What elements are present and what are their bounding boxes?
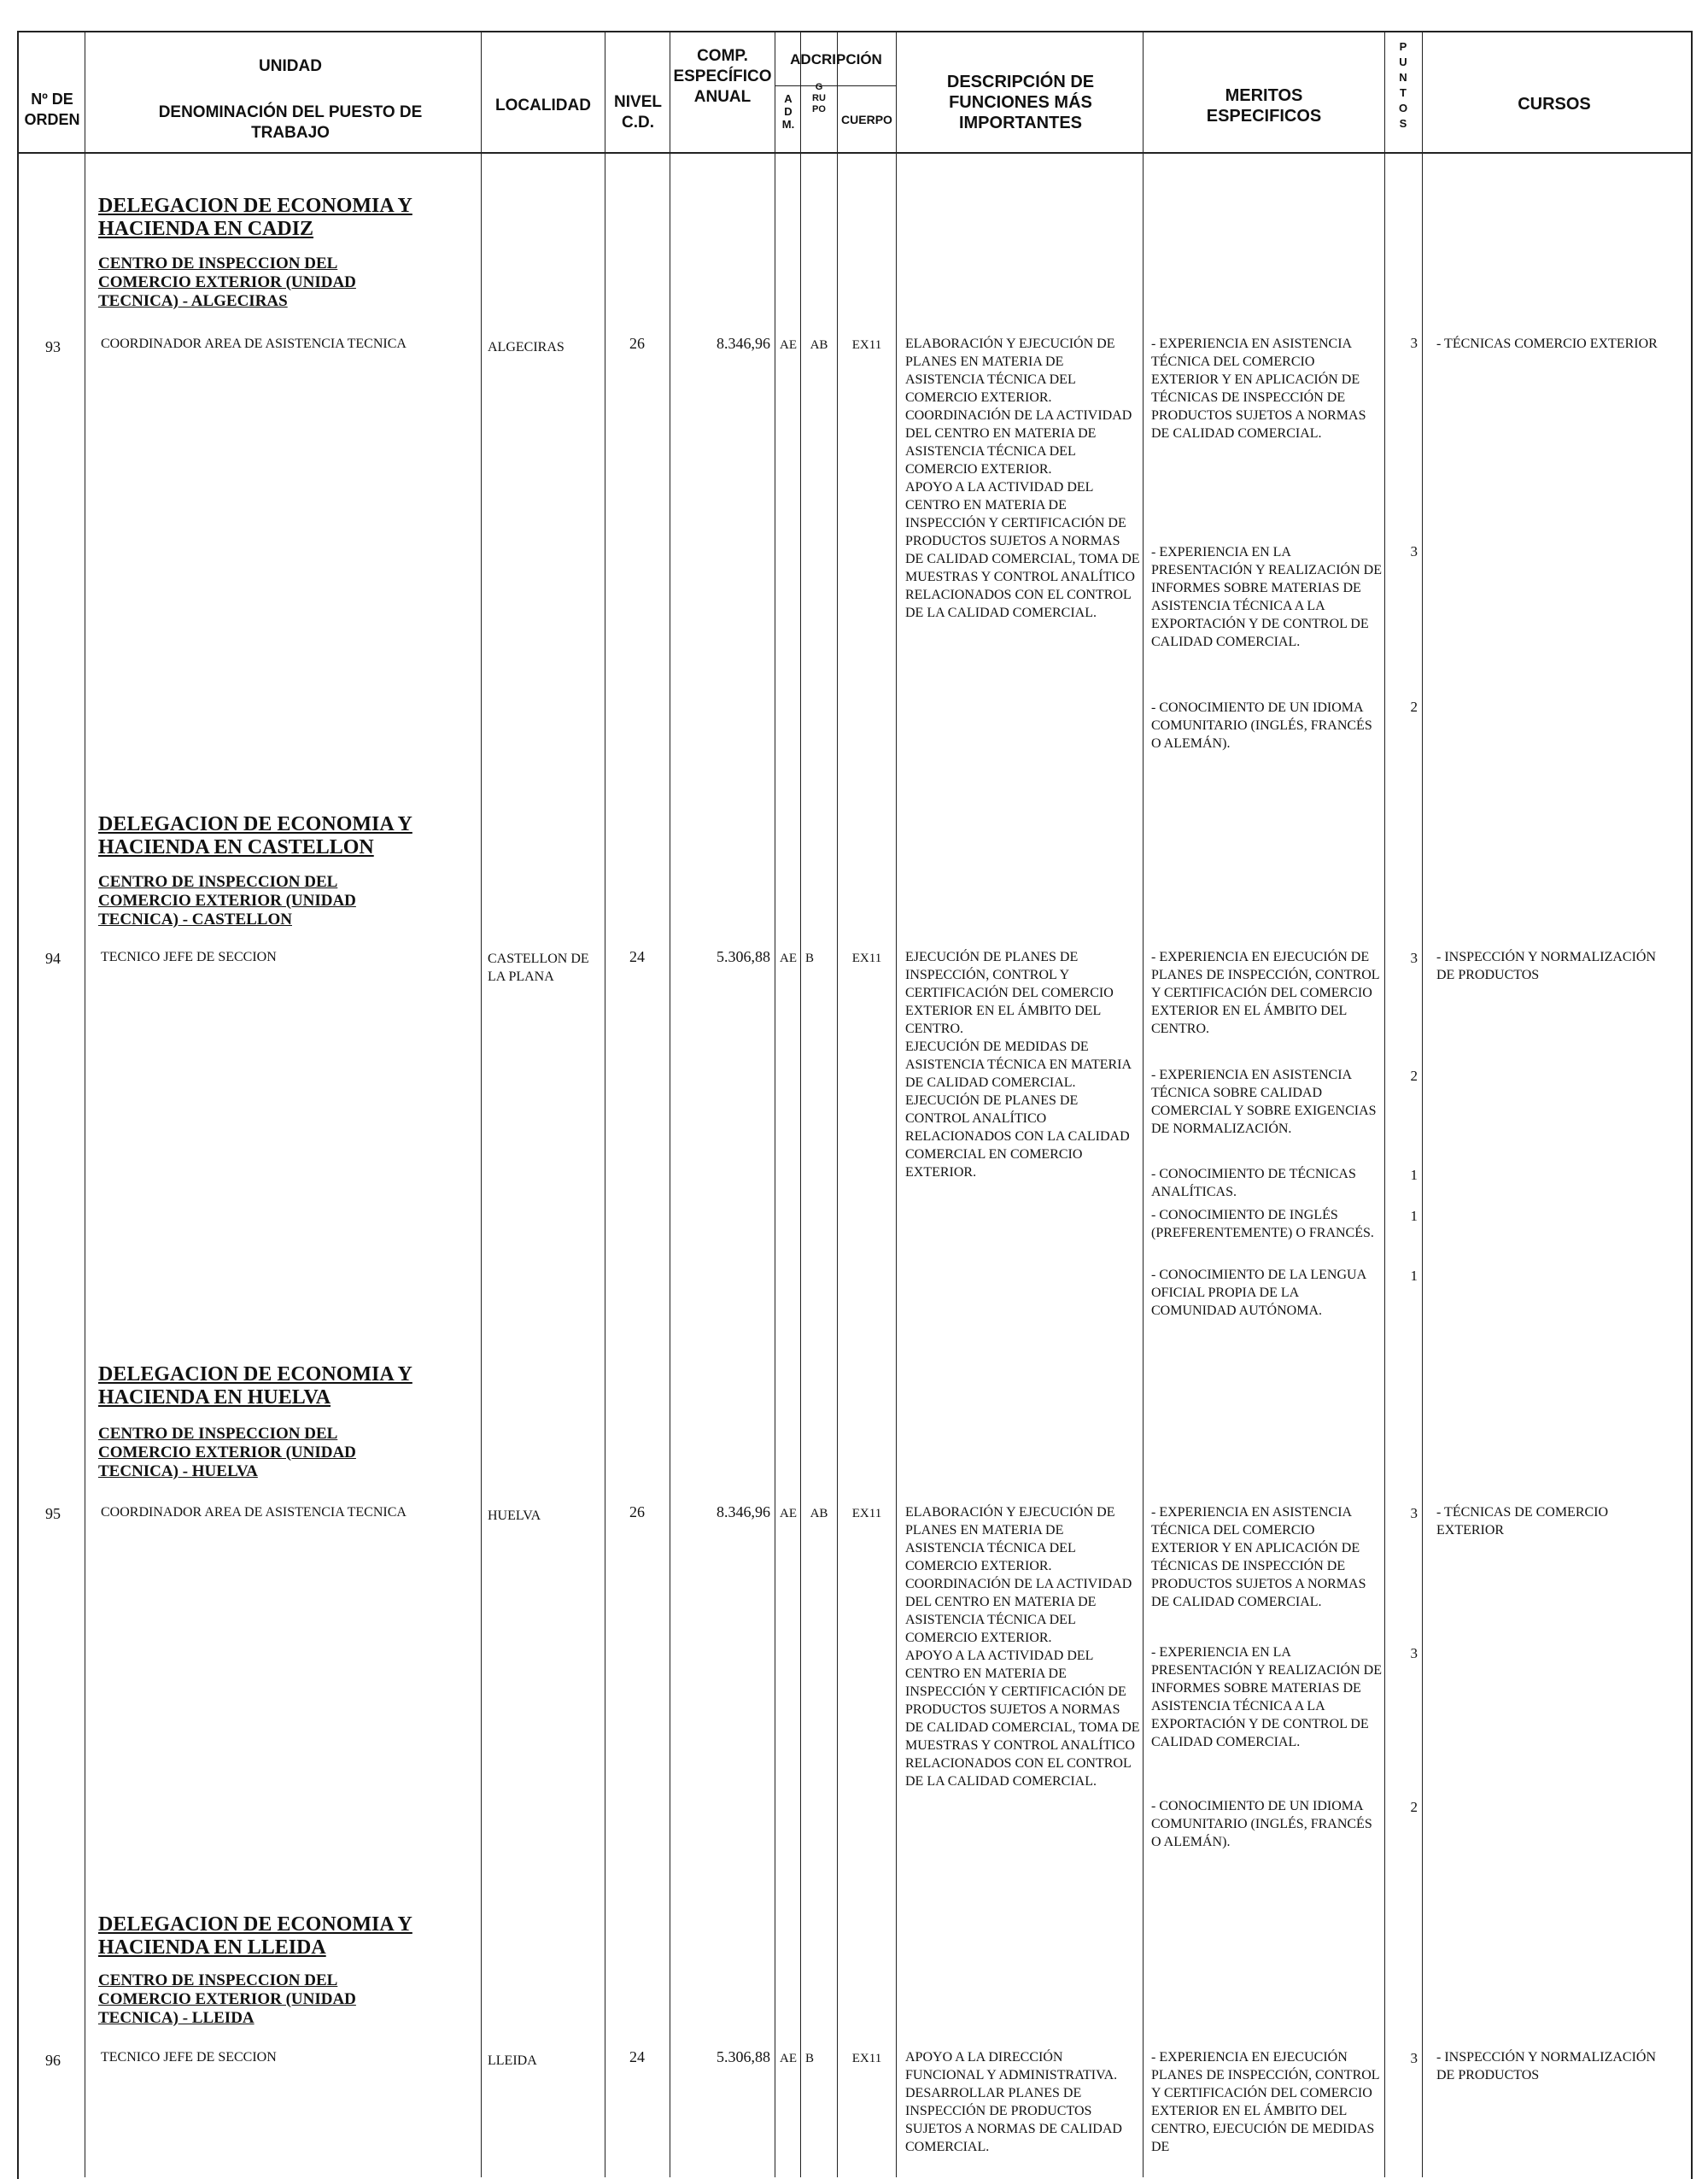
merito-puntos: 3 <box>1410 543 1418 559</box>
adm: AE <box>780 2052 797 2065</box>
orden-number: 96 <box>45 2052 61 2069</box>
localidad: CASTELLON DE LA PLANA <box>488 952 589 984</box>
merito-item: - EXPERIENCIA EN ASISTENCIA TÉCNICA DEL COMERCIO EXTERIOR Y EN APLICACIÓN DE TÉCNICAS DE INSPECCIÓN DE PRODUCTOS SUJETOS A NORMAS DE CALIDAD COMERCIAL. <box>1151 1505 1366 1609</box>
header-denominacion: DENOMINACIÓN DEL PUESTO DE TRABAJO <box>158 103 423 142</box>
merito-item: - EXPERIENCIA EN LA PRESENTACIÓN Y REALIZACIÓN DE INFORMES SOBRE MATERIAS DE ASISTENCIA TÉCNICA A LA EXPORTACIÓN Y DE CONTROL DE CALIDAD COMERCIAL. <box>1151 545 1382 649</box>
header-grupo: GRUPO <box>812 82 826 114</box>
puesto-name: TECNICO JEFE DE SECCION <box>101 2050 277 2065</box>
cursos: - INSPECCIÓN Y NORMALIZACIÓN DE PRODUCTOS <box>1436 2050 1657 2082</box>
cuerpo: EX11 <box>851 1507 882 1520</box>
merito-item: - CONOCIMIENTO DE UN IDIOMA COMUNITARIO (INGLÉS, FRANCÉS O ALEMÁN). <box>1151 1799 1372 1849</box>
cuerpo: EX11 <box>851 2052 882 2065</box>
col-divider <box>1422 31 1423 2177</box>
delegacion-heading: DELEGACION DE ECONOMIA Y HACIENDA EN CASTELLON <box>98 813 412 858</box>
centro-heading: CENTRO DE INSPECCION DEL COMERCIO EXTERIOR (UNIDAD TECNICA) - ALGECIRAS <box>98 255 356 310</box>
header-adm: ADM. <box>781 92 795 131</box>
header-descripcion: DESCRIPCIÓN DE FUNCIONES MÁS IMPORTANTES <box>946 73 1095 132</box>
merito-puntos: 2 <box>1410 1068 1418 1084</box>
comp-especifico: 5.306,88 <box>717 948 770 965</box>
col-divider <box>837 31 838 2177</box>
comp-especifico: 8.346,96 <box>717 1503 770 1520</box>
puesto-name: COORDINADOR AREA DE ASISTENCIA TECNICA <box>101 337 407 351</box>
comp-especifico: 5.306,88 <box>717 2048 770 2065</box>
header-divider <box>17 152 1691 154</box>
delegacion-heading: DELEGACION DE ECONOMIA Y HACIENDA EN HUELVA <box>98 1363 412 1409</box>
merito-puntos: 3 <box>1410 2050 1418 2066</box>
centro-heading: CENTRO DE INSPECCION DEL COMERCIO EXTERIOR (UNIDAD TECNICA) - LLEIDA <box>98 1971 356 2027</box>
header-orden: Nº DE ORDEN <box>24 91 80 128</box>
merito-puntos: 3 <box>1410 335 1418 351</box>
cursos: - TÉCNICAS DE COMERCIO EXTERIOR <box>1436 1505 1609 1538</box>
cuerpo: EX11 <box>851 338 882 352</box>
merito-item: - EXPERIENCIA EN EJECUCIÓN PLANES DE INSPECCIÓN, CONTROL Y CERTIFICACIÓN DEL COMERCIO EXTERIOR EN EL ÁMBITO DEL CENTRO, EJECUCIÓN DE MEDIDAS DE <box>1151 2050 1379 2154</box>
merito-puntos: 1 <box>1410 1268 1418 1284</box>
descripcion-funciones: ELABORACIÓN Y EJECUCIÓN DE PLANES EN MATERIA DE ASISTENCIA TÉCNICA DEL COMERCIO EXTERIOR. COORDINACIÓN DE LA ACTIVIDAD DEL CENTRO EN MATERIA DE ASISTENCIA TÉCNICA DEL COMERCIO EXTERIOR. APOYO A LA ACTIVIDAD DEL CENTRO EN MATERIA DE INSPECCIÓN Y CERTIFICACIÓN DE PRODUCTOS SUJETOS A NORMAS DE CALIDAD COMERCIAL, TOMA DE MUESTRAS Y CONTROL ANALÍTICO RELACIONADOS CON EL CONTROL DE LA CALIDAD COMERCIAL. <box>905 1505 1140 1789</box>
grupo: AB <box>810 338 828 352</box>
merito-item: - CONOCIMIENTO DE TÉCNICAS ANALÍTICAS. <box>1151 1167 1356 1199</box>
adm: AE <box>780 1507 797 1520</box>
merito-item: - CONOCIMIENTO DE UN IDIOMA COMUNITARIO (INGLÉS, FRANCÉS O ALEMÁN). <box>1151 700 1372 751</box>
grupo: AB <box>810 1507 828 1520</box>
grupo: B <box>805 952 815 965</box>
puesto-name: TECNICO JEFE DE SECCION <box>101 950 277 964</box>
cuerpo: EX11 <box>851 952 882 965</box>
localidad: HUELVA <box>488 1508 541 1523</box>
merito-puntos: 1 <box>1410 1208 1418 1224</box>
nivel: 26 <box>629 1503 645 1520</box>
merito-puntos: 3 <box>1410 1645 1418 1661</box>
header-puntos: PUNTOS <box>1398 40 1408 130</box>
orden-number: 95 <box>45 1505 61 1522</box>
header-unidad: UNIDAD <box>259 57 322 75</box>
orden-number: 93 <box>45 338 61 355</box>
merito-puntos: 2 <box>1410 699 1418 715</box>
col-divider <box>896 31 897 2177</box>
merito-item: - EXPERIENCIA EN ASISTENCIA TÉCNICA DEL COMERCIO EXTERIOR Y EN APLICACIÓN DE TÉCNICAS DE INSPECCIÓN DE PRODUCTOS SUJETOS A NORMAS DE CALIDAD COMERCIAL. <box>1151 337 1366 441</box>
header-cursos: CURSOS <box>1518 95 1591 114</box>
merito-item: - EXPERIENCIA EN ASISTENCIA TÉCNICA SOBRE CALIDAD COMERCIAL Y SOBRE EXIGENCIAS DE NORMALIZACIÓN. <box>1151 1068 1377 1136</box>
orden-number: 94 <box>45 950 61 967</box>
cursos: - INSPECCIÓN Y NORMALIZACIÓN DE PRODUCTOS <box>1436 950 1657 982</box>
header-adscripcion: ADCRIPCIÓN <box>790 51 882 67</box>
merito-item: - CONOCIMIENTO DE INGLÉS (PREFERENTEMENTE) O FRANCÉS. <box>1151 1208 1374 1240</box>
localidad: LLEIDA <box>488 2053 537 2068</box>
adm: AE <box>780 338 797 352</box>
col-divider <box>800 31 801 2177</box>
descripcion-funciones: EJECUCIÓN DE PLANES DE INSPECCIÓN, CONTROL Y CERTIFICACIÓN DEL COMERCIO EXTERIOR EN EL ÁMBITO DEL CENTRO. EJECUCIÓN DE MEDIDAS DE ASISTENCIA TÉCNICA EN MATERIA DE CALIDAD COMERCIAL. EJECUCIÓN DE PLANES DE CONTROL ANALÍTICO RELACIONADOS CON LA CALIDAD COMERCIAL EN COMERCIO EXTERIOR. <box>905 950 1132 1180</box>
col-divider <box>1143 31 1144 2177</box>
merito-item: - CONOCIMIENTO DE LA LENGUA OFICIAL PROPIA DE LA COMUNIDAD AUTÓNOMA. <box>1151 1268 1366 1318</box>
merito-item: - EXPERIENCIA EN EJECUCIÓN DE PLANES DE INSPECCIÓN, CONTROL Y CERTIFICACIÓN DEL COMERCIO EXTERIOR EN EL ÁMBITO DEL CENTRO. <box>1151 950 1379 1036</box>
merito-item: - EXPERIENCIA EN LA PRESENTACIÓN Y REALIZACIÓN DE INFORMES SOBRE MATERIAS DE ASISTENCIA TÉCNICA A LA EXPORTACIÓN Y DE CONTROL DE CALIDAD COMERCIAL. <box>1151 1645 1382 1749</box>
descripcion-funciones: APOYO A LA DIRECCIÓN FUNCIONAL Y ADMINISTRATIVA. DESARROLLAR PLANES DE INSPECCIÓN DE PRODUCTOS SUJETOS A NORMAS DE CALIDAD COMERCIAL. <box>905 2050 1122 2154</box>
delegacion-heading: DELEGACION DE ECONOMIA Y HACIENDA EN CADIZ <box>98 195 412 240</box>
comp-especifico: 8.346,96 <box>717 335 770 352</box>
delegacion-heading: DELEGACION DE ECONOMIA Y HACIENDA EN LLEIDA <box>98 1913 412 1959</box>
adscripcion-divider <box>775 85 896 86</box>
grupo: B <box>805 2052 815 2065</box>
header-nivel: NIVEL C.D. <box>614 93 662 132</box>
nivel: 24 <box>629 2048 645 2065</box>
cursos: - TÉCNICAS COMERCIO EXTERIOR <box>1436 337 1658 351</box>
header-comp: COMP. ESPECÍFICO ANUAL <box>673 47 772 106</box>
merito-puntos: 3 <box>1410 1505 1418 1521</box>
col-divider <box>1384 31 1385 2177</box>
header-localidad: LOCALIDAD <box>495 97 591 114</box>
adm: AE <box>780 952 797 965</box>
nivel: 24 <box>629 948 645 965</box>
nivel: 26 <box>629 335 645 352</box>
puesto-name: COORDINADOR AREA DE ASISTENCIA TECNICA <box>101 1505 407 1520</box>
header-meritos: MERITOS ESPECIFICOS <box>1206 86 1322 126</box>
merito-puntos: 3 <box>1410 950 1418 966</box>
merito-puntos: 2 <box>1410 1799 1418 1815</box>
centro-heading: CENTRO DE INSPECCION DEL COMERCIO EXTERIOR (UNIDAD TECNICA) - HUELVA <box>98 1425 356 1480</box>
centro-heading: CENTRO DE INSPECCION DEL COMERCIO EXTERIOR (UNIDAD TECNICA) - CASTELLON <box>98 873 356 928</box>
merito-puntos: 1 <box>1410 1167 1418 1183</box>
col-divider <box>481 31 482 2177</box>
descripcion-funciones: ELABORACIÓN Y EJECUCIÓN DE PLANES EN MATERIA DE ASISTENCIA TÉCNICA DEL COMERCIO EXTERIOR. COORDINACIÓN DE LA ACTIVIDAD DEL CENTRO EN MATERIA DE ASISTENCIA TÉCNICA DEL COMERCIO EXTERIOR. APOYO A LA ACTIVIDAD DEL CENTRO EN MATERIA DE INSPECCIÓN Y CERTIFICACIÓN DE PRODUCTOS SUJETOS A NORMAS DE CALIDAD COMERCIAL, TOMA DE MUESTRAS Y CONTROL ANALÍTICO RELACIONADOS CON EL CONTROL DE LA CALIDAD COMERCIAL. <box>905 337 1140 620</box>
localidad: ALGECIRAS <box>488 340 564 354</box>
header-cuerpo: CUERPO <box>841 113 892 126</box>
